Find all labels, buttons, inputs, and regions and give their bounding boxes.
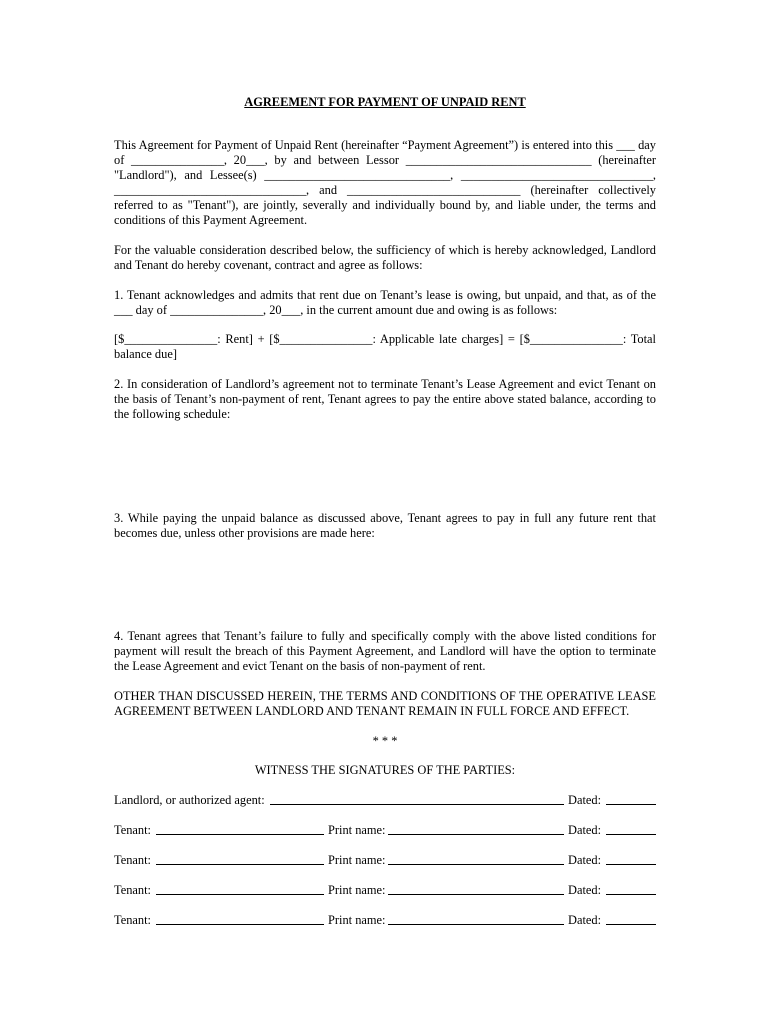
lease-terms-notice: OTHER THAN DISCUSSED HEREIN, THE TERMS AND CONDITIONS OF THE OPERATIVE LEASE AGREEMENT BETWEEN LANDLORD AND TENANT REMAIN IN FULL FORCE AND EFFECT. <box>114 689 656 718</box>
print-name-line[interactable] <box>388 823 564 835</box>
tenant-signature-row <box>114 853 656 868</box>
dated-label: Dated: <box>568 913 602 927</box>
section-separator: * * * <box>372 734 398 748</box>
tenant-label: Tenant: <box>114 913 151 927</box>
print-name-line[interactable] <box>388 913 564 925</box>
tenant-label: Tenant: <box>114 823 151 837</box>
landlord-signature-row <box>114 793 656 808</box>
dated-line[interactable] <box>606 793 656 805</box>
landlord-signature-line[interactable] <box>270 793 564 805</box>
clause-1: 1. Tenant acknowledges and admits that rent due on Tenant’s lease is owing, but unpaid, and that, as of the ___ day of _______________, 20___, in the current amount due and owing is as follows: <box>114 288 656 317</box>
landlord-label: Landlord, or authorized agent: <box>114 793 265 807</box>
dated-line[interactable] <box>606 823 656 835</box>
document-title: AGREEMENT FOR PAYMENT OF UNPAID RENT <box>244 95 526 109</box>
tenant-signature-line[interactable] <box>156 853 324 865</box>
dated-label: Dated: <box>568 823 602 837</box>
intro-paragraph: This Agreement for Payment of Unpaid Rent (hereinafter “Payment Agreement”) is entered into this ___ day of _______________, 20___, by and between Lessor ______________________________ (hereinafter "Landlord"), and Lessee(s) ______________________________, _______________________________, _______________________________, and ____________________________ (hereinafter collectively referred to as "Tenant"), are jointly, severally and individually bound by, and liable under, the terms and conditions of this Payment Agreement. <box>114 138 656 227</box>
consideration-paragraph: For the valuable consideration described below, the sufficiency of which is hereby acknowledged, Landlord and Tenant do hereby covenant, contract and agree as follows: <box>114 243 656 272</box>
clause-2: 2. In consideration of Landlord’s agreement not to terminate Tenant’s Lease Agreement and evict Tenant on the basis of Tenant’s non-payment of rent, Tenant agrees to pay the entire above stated balance, according to the following schedule: <box>114 377 656 421</box>
tenant-signature-row <box>114 913 656 928</box>
tenant-signature-line[interactable] <box>156 883 324 895</box>
dated-label: Dated: <box>568 793 602 807</box>
print-name-line[interactable] <box>388 883 564 895</box>
dated-line[interactable] <box>606 913 656 925</box>
tenant-label: Tenant: <box>114 883 151 897</box>
print-name-label: Print name: <box>328 883 386 897</box>
tenant-signature-row <box>114 883 656 898</box>
print-name-line[interactable] <box>388 853 564 865</box>
tenant-signature-line[interactable] <box>156 913 324 925</box>
print-name-label: Print name: <box>328 913 386 927</box>
dated-label: Dated: <box>568 853 602 867</box>
dated-label: Dated: <box>568 883 602 897</box>
print-name-label: Print name: <box>328 853 386 867</box>
clause-4: 4. Tenant agrees that Tenant’s failure to fully and specifically comply with the above listed conditions for payment will result the breach of this Payment Agreement, and Landlord will have the option to terminate the Lease Agreement and evict Tenant on the basis of non-payment of rent. <box>114 629 656 673</box>
clause-3: 3. While paying the unpaid balance as discussed above, Tenant agrees to pay in full any future rent that becomes due, unless other provisions are made here: <box>114 511 656 540</box>
tenant-signature-row <box>114 823 656 838</box>
tenant-signature-line[interactable] <box>156 823 324 835</box>
dated-line[interactable] <box>606 883 656 895</box>
balance-formula: [$_______________: Rent] + [$_______________: Applicable late charges] = [$_______________: Total balance due] <box>114 332 656 361</box>
witness-heading: WITNESS THE SIGNATURES OF THE PARTIES: <box>254 763 516 777</box>
print-name-label: Print name: <box>328 823 386 837</box>
dated-line[interactable] <box>606 853 656 865</box>
tenant-label: Tenant: <box>114 853 151 867</box>
